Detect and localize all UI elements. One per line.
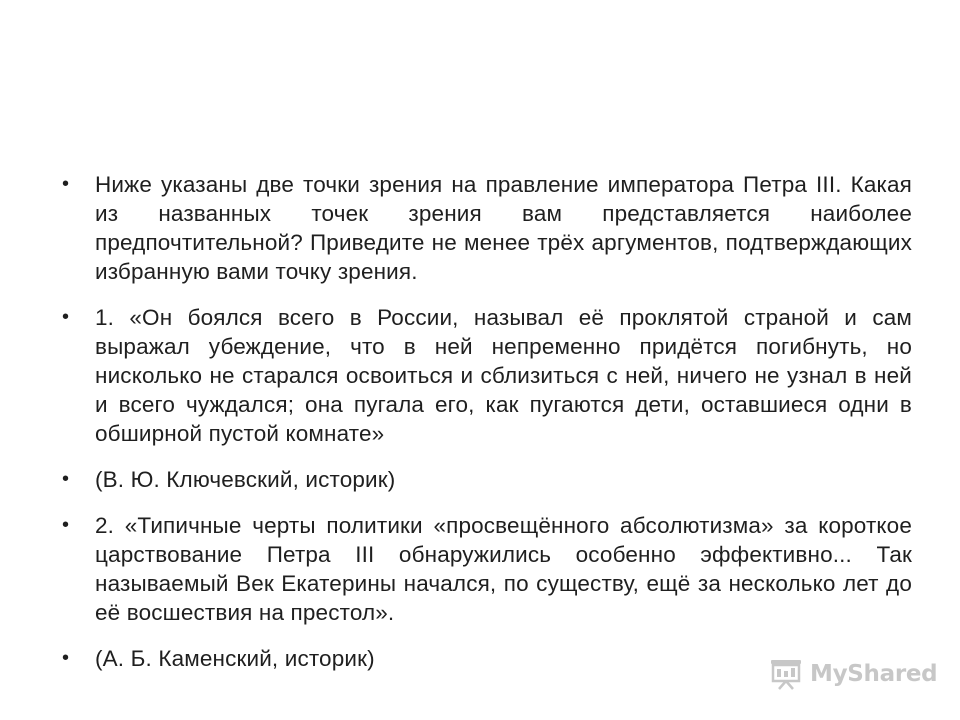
bullet-item-quote-1 (62, 303, 912, 448)
bullet-dot: • (62, 306, 70, 328)
bullet-list (62, 170, 912, 690)
watermark-text: MyShared (810, 661, 938, 687)
bullet-item-quote-2 (62, 511, 912, 627)
bullet-item-author-1 (62, 465, 912, 494)
bullet-dot: • (62, 173, 70, 195)
bullet-text: (А. Б. Каменский, историк) (95, 646, 375, 671)
bullet-text: 2. «Типичные черты политики «просвещённого абсолютизма» за короткое царствование Петра III обнаружились особенно эффективно... Так называемый Век Екатерины начался, по существу, ещё за несколько лет до её восшествия на престол». (95, 513, 912, 625)
bullet-text: Ниже указаны две точки зрения на правление императора Петра III. Какая из названных точек зрения вам представляется наиболее предпочтительной? Приведите не менее трёх аргументов, подтверждающих избранную вами точку зрения. (95, 172, 912, 284)
bullet-dot: • (62, 468, 70, 490)
bullet-item-intro (62, 170, 912, 286)
bullet-text: 1. «Он боялся всего в России, называл её проклятой страной и сам выражал убеждение, что в ней непременно придётся погибнуть, но нисколько не старался освоиться и сблизиться с ней, ничего не узнал в ней и всего чуждался; она пугала его, как пугаются дети, оставшиеся одни в обширной пустой комнате» (95, 305, 912, 446)
bullet-dot: • (62, 514, 70, 536)
myshared-watermark (768, 656, 937, 692)
bullet-text: (В. Ю. Ключевский, историк) (95, 467, 396, 492)
projector-screen-icon (768, 658, 804, 690)
bullet-dot: • (62, 647, 70, 669)
